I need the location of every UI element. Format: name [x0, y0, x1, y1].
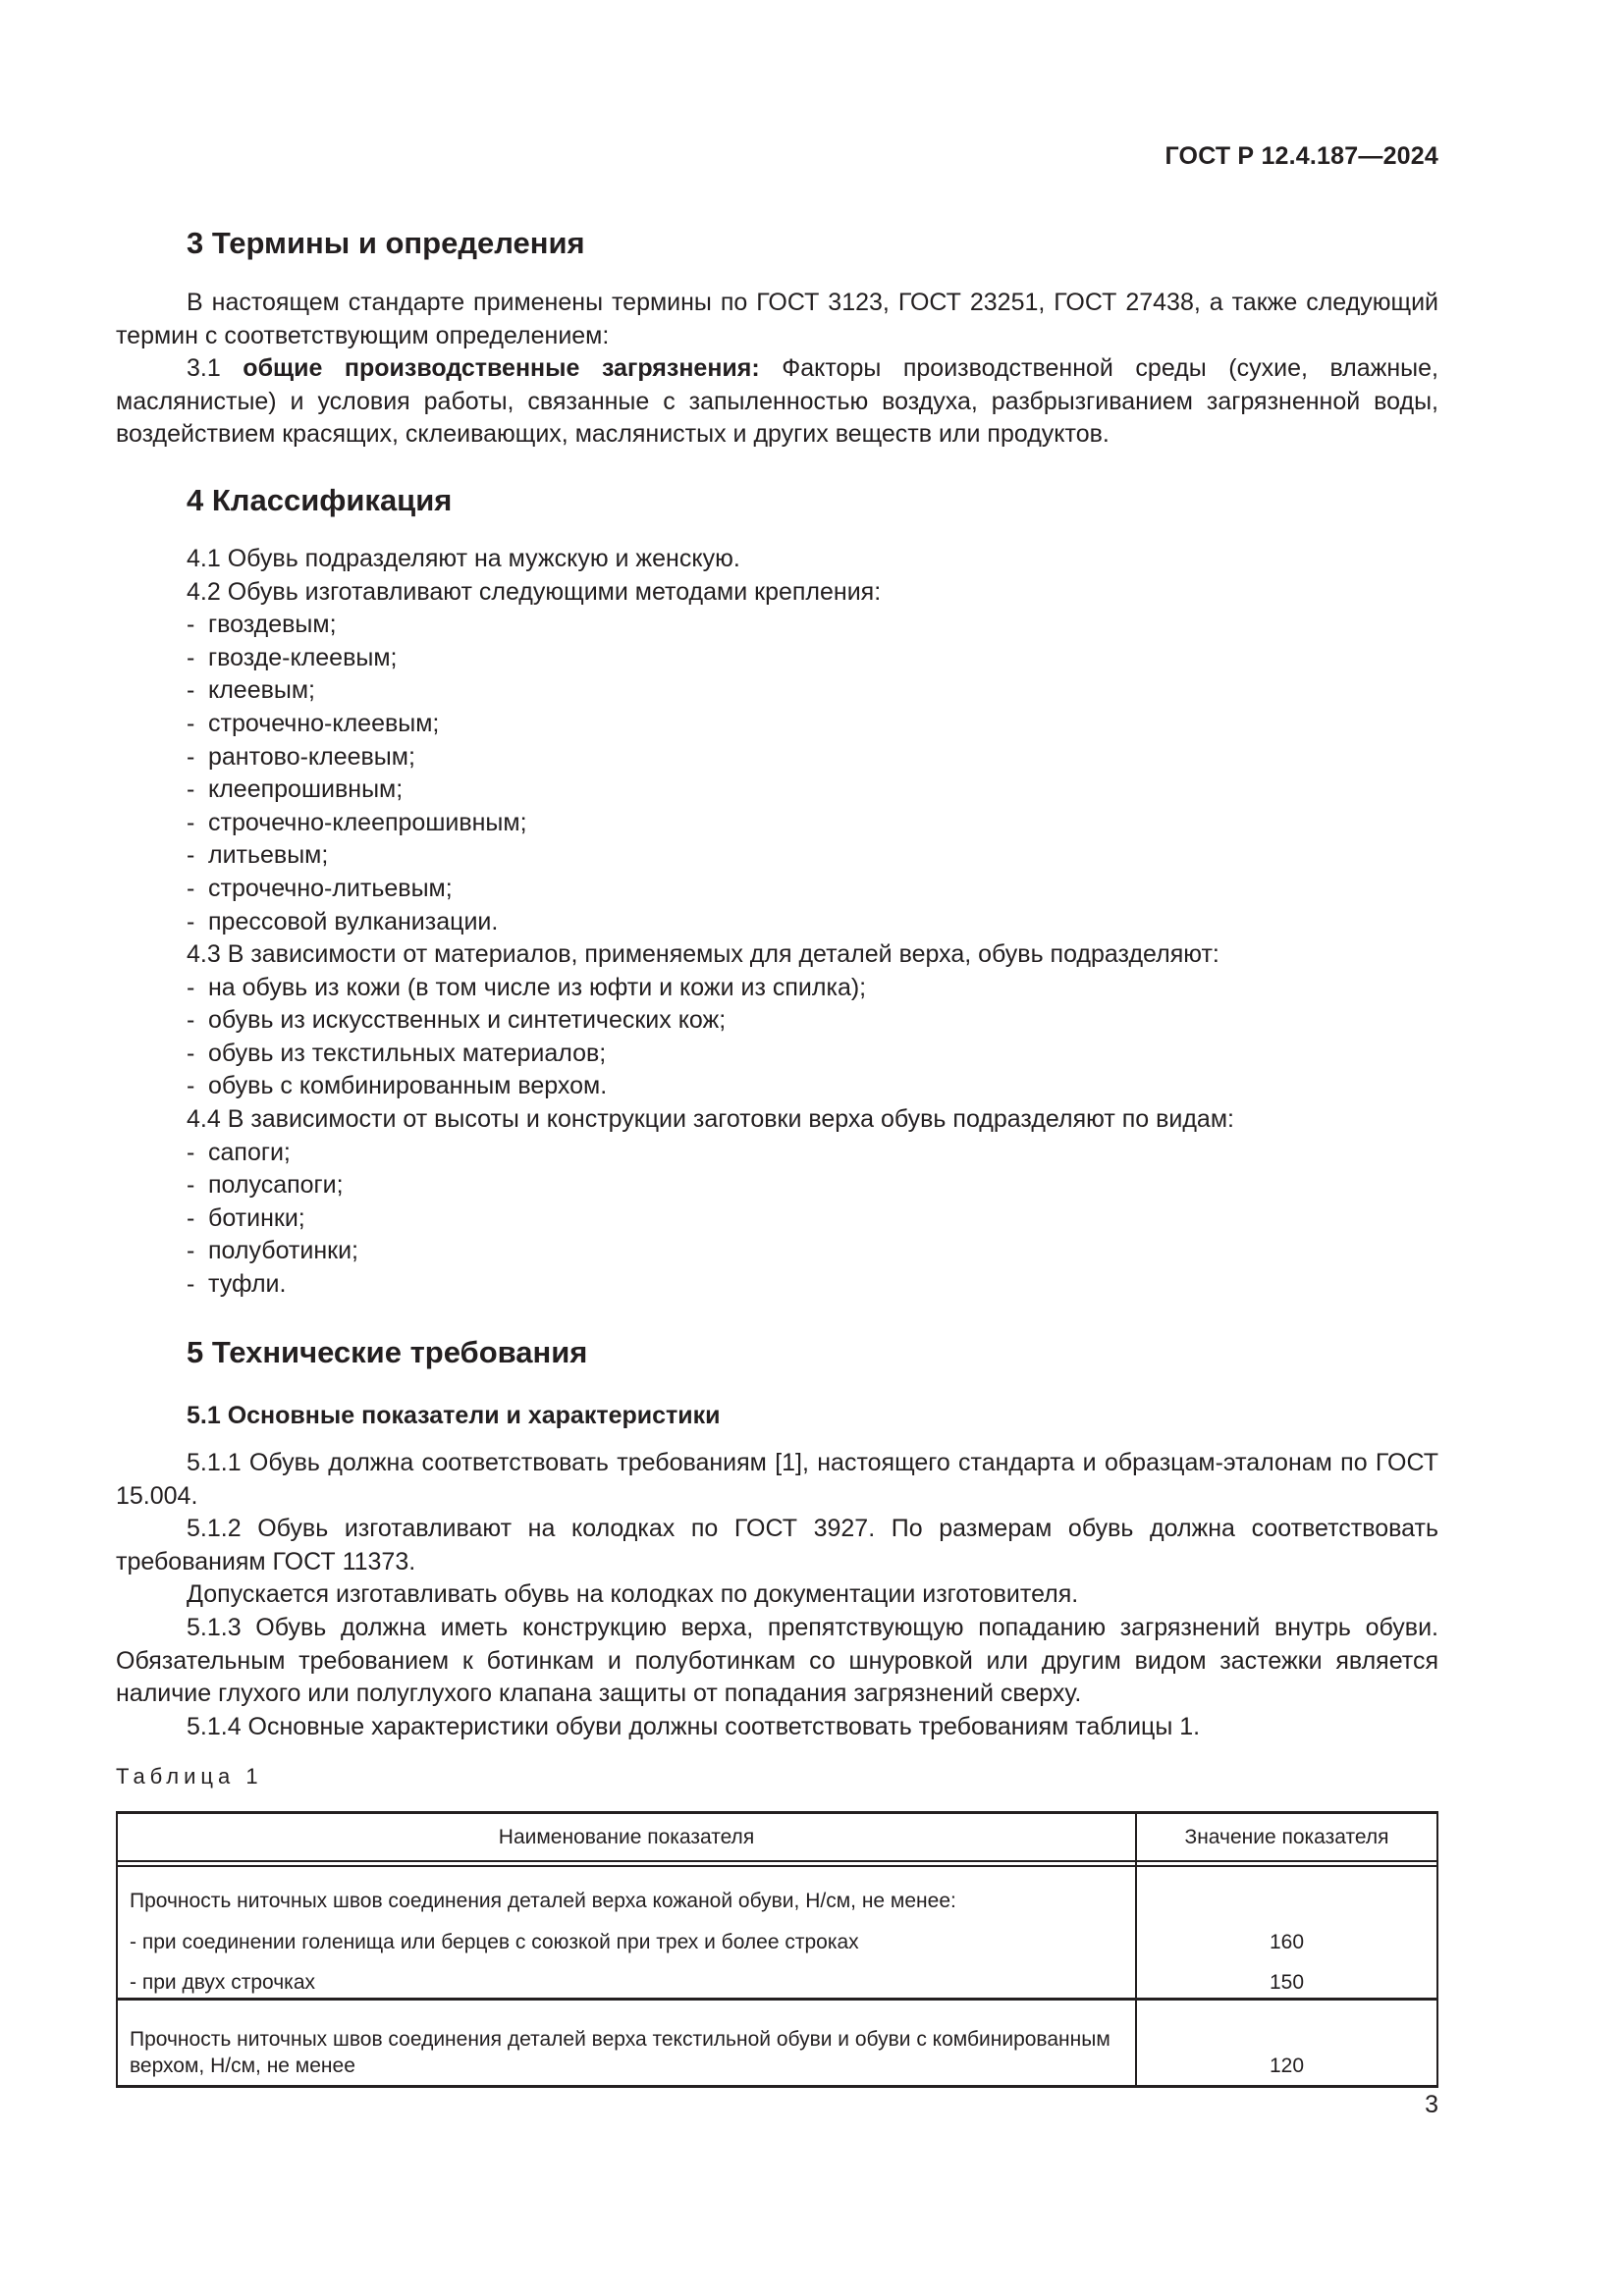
list-item: - строчечно-литьевым;: [187, 874, 453, 902]
list-item: - гвоздевым;: [187, 611, 337, 639]
table-cell-label: - при соединении голенища или берцев с союзкой при трех и более строках: [117, 1916, 1136, 1957]
clause-4-1: 4.1 Обувь подразделяют на мужскую и женскую.: [187, 545, 740, 572]
column-header-value: Значение показателя: [1136, 1813, 1437, 1862]
clause-4-2: 4.2 Обувь изготавливают следующими методами крепления:: [187, 577, 882, 606]
list-item: - клеевым;: [187, 676, 315, 705]
list-item: - гвозде-клеевым;: [187, 643, 398, 671]
list-item: - ботинки;: [187, 1203, 305, 1232]
list-item: - обувь из искусственных и синтетических кож;: [187, 1006, 727, 1035]
clause-5-1-4: 5.1.4 Основные характеристики обуви должны соответствовать требованиям таблицы 1.: [187, 1713, 1201, 1740]
table-cell-label: - при двух строчках: [117, 1957, 1136, 1999]
table-cell-value: 120: [1269, 2054, 1305, 2077]
table-1: [116, 1811, 1438, 2088]
list-item: - обувь из текстильных материалов;: [187, 1039, 607, 1067]
table-cell-value: 150: [1136, 1957, 1437, 1999]
section-5-heading: 5 Технические требования: [187, 1335, 588, 1369]
list-item: - рантово-клеевым;: [187, 742, 415, 771]
list-item: - литьевым;: [187, 841, 329, 870]
list-item: - сапоги;: [187, 1138, 291, 1166]
term-number: 3.1: [187, 354, 244, 382]
upper-materials-list: [187, 972, 866, 1103]
table-row: [117, 1916, 1437, 1957]
term-3-1: [116, 352, 1438, 452]
section-4-heading: 4 Классификация: [187, 483, 453, 517]
clause-4-4: 4.4 В зависимости от высоты и конструкции заготовки верха обувь подразделяют по видам:: [187, 1105, 1234, 1133]
list-item: - строчечно-клеевым;: [187, 709, 440, 737]
table-cell-value: 160: [1269, 1931, 1305, 1953]
list-item: - туфли.: [187, 1269, 287, 1298]
list-item: - прессовой вулканизации.: [187, 907, 499, 935]
document-id-header: ГОСТ Р 12.4.187—2024: [1164, 142, 1438, 170]
clause-5-1-1: 5.1.1 Обувь должна соответствовать требованиям [1], настоящего стандарта и образцам-эталонам по ГОСТ 15.004.: [116, 1449, 1438, 1510]
table-row: [117, 1999, 1437, 2086]
group-title: Прочность ниточных швов соединения деталей верха кожаной обуви, Н/см, не менее:: [117, 1866, 1136, 1916]
group-title: Прочность ниточных швов соединения деталей верха текстильной обуви и обуви с комбинированным верхом, Н/см, не менее: [117, 1999, 1136, 2086]
list-item: - полусапоги;: [187, 1171, 344, 1200]
list-item: - на обувь из кожи (в том числе из юфти и кожи из спилка);: [187, 973, 867, 1001]
list-item: - обувь с комбинированным верхом.: [187, 1072, 608, 1100]
clause-5-1-3: 5.1.3 Обувь должна иметь конструкцию верха, препятствующую попаданию загрязнений внутрь обуви. Обязательным требованием к ботинкам и полуботинкам со шнуровкой или другим видом застежки является наличие глухого или полуглухого клапана защиты от попадания загрязнений сверху.: [116, 1614, 1438, 1708]
footwear-types-list: [187, 1137, 358, 1302]
clause-4-3: 4.3 В зависимости от материалов, применяемых для деталей верха, обувь подразделяют:: [187, 940, 1219, 968]
section-3-intro: В настоящем стандарте применены термины по ГОСТ 3123, ГОСТ 23251, ГОСТ 27438, а также следующий термин с соответствующим определением:: [116, 289, 1438, 349]
section-3-heading: 3 Термины и определения: [187, 226, 585, 260]
column-header-indicator: Наименование показателя: [117, 1813, 1136, 1862]
term-name: общие производственные загрязнения:: [243, 354, 760, 382]
subsection-5-1-heading: 5.1 Основные показатели и характеристики: [187, 1402, 721, 1429]
fastening-methods-list: [187, 609, 527, 938]
list-item: - клеепрошивным;: [187, 775, 404, 804]
page-number: 3: [1425, 2091, 1438, 2118]
table-caption: Таблица 1: [116, 1764, 263, 1789]
table-header-row: [117, 1813, 1437, 1862]
table-row: [117, 1866, 1437, 1916]
table-cell-value: [1136, 1866, 1437, 1916]
list-item: - строчечно-клеепрошивным;: [187, 808, 527, 836]
table-row: [117, 1957, 1437, 1999]
list-item: - полуботинки;: [187, 1237, 359, 1265]
clause-allowed-lasts: Допускается изготавливать обувь на колодках по документации изготовителя.: [187, 1580, 1079, 1608]
term-definition: Факторы производственной среды (сухие, влажные, маслянистые) и условия работы, связанные с запыленностью воздуха, разбрызгиванием загрязненной воды, воздействием красящих, склеивающих, маслянистых и других веществ или продуктов.: [116, 354, 1438, 449]
clause-5-1-2: 5.1.2 Обувь изготавливают на колодках по ГОСТ 3927. По размерам обувь должна соответствовать требованиям ГОСТ 11373.: [116, 1515, 1438, 1575]
